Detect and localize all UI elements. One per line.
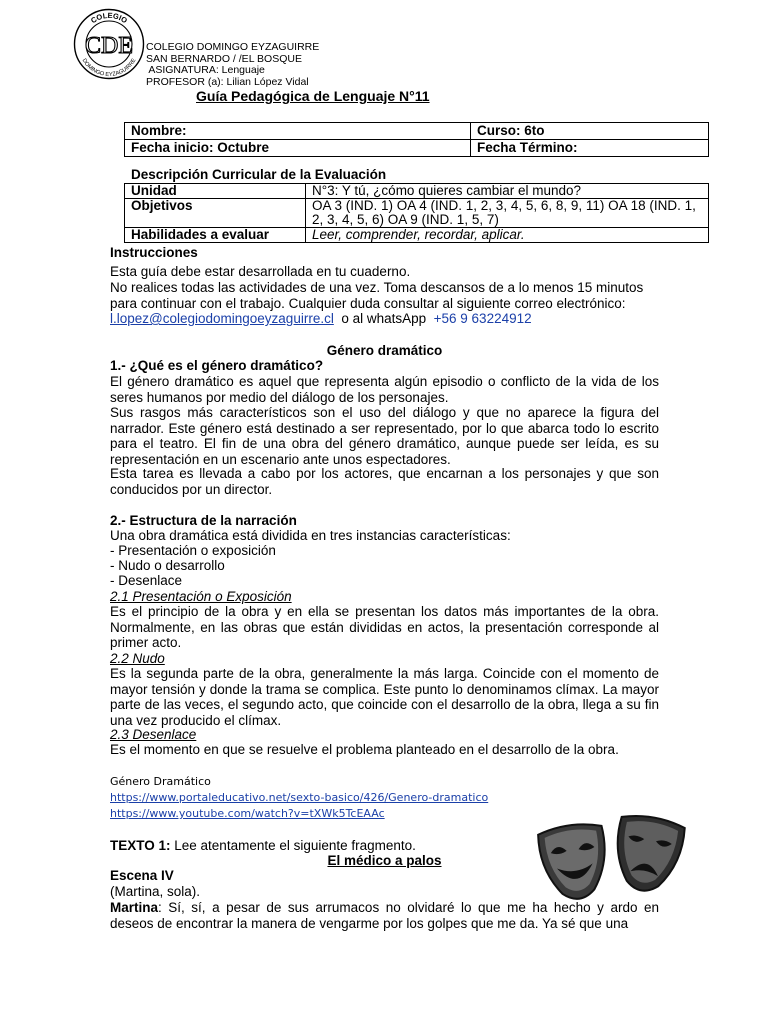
dialogue-text: : Sí, sí, a pesar de sus arrumacos no olvidaré lo que me ha hecho y ardo en deseos de encontrar la manera de vengarme por los golpes que me da. Ya sé que una	[110, 900, 659, 931]
speaker-name: Martina	[110, 900, 159, 915]
links-label: Género Dramático	[110, 775, 211, 788]
school-info	[146, 42, 319, 88]
whatsapp-label: o al whatsApp	[333, 311, 434, 326]
list-item: - Nudo o desarrollo	[110, 558, 225, 573]
subsection-2-1: 2.1 Presentación o Exposición	[110, 589, 292, 604]
curriculum-table	[124, 183, 709, 243]
skills-value: Leer, comprender, recordar, aplicar.	[306, 228, 709, 243]
subsection-2-3: 2.3 Desenlace	[110, 727, 197, 742]
school-location: SAN BERNARDO / /EL BOSQUE	[146, 52, 302, 65]
paragraph-6: Es la segunda parte de la obra, generalmente la más larga. Coincide con el momento de mayor tensión y donde la trama se complica. Este punto lo denominamos clímax. La mayor parte de las veces, el segundo acto, que coincide con el desarrollo de la obra, llega a su fin una vez producido el clímax.	[110, 666, 659, 728]
stage-direction: (Martina, sola).	[110, 884, 201, 899]
unit-label: Unidad	[125, 184, 306, 199]
question-2: 2.- Estructura de la narración	[110, 513, 297, 528]
paragraph-2: Sus rasgos más característicos son el uso del diálogo y que no aparece la figura del narrador. Este género está destinado a ser representado, por lo que abarca todo lo escrito para el teatro. El fin de una obra del género dramático, aunque puede ser leída, es su representación en un escenario ante unos espectadores.	[110, 405, 659, 467]
phone-number: +56 9 63224912	[433, 311, 532, 326]
subject: ASIGNATURA: Lenguaje	[146, 64, 265, 76]
play-title: El médico a palos	[327, 853, 442, 868]
objectives-value: OA 3 (IND. 1) OA 4 (IND. 1, 2, 3, 4, 5, 6, 8, 9, 11) OA 18 (IND. 1, 2, 3, 4, 5, 6) OA 9 (IND. 1, 5, 7)	[306, 199, 709, 228]
student-info-table	[124, 122, 709, 157]
instructions-paragraph	[110, 280, 659, 327]
texto-instruction-text: Lee atentamente el siguiente fragmento.	[170, 838, 416, 853]
scene-heading: Escena IV	[110, 868, 174, 883]
paragraph-3: Esta tarea es llevada a cabo por los actores, que encarnan a los personajes y que son conducidos por un director.	[110, 466, 659, 497]
section-title: Género dramático	[326, 343, 443, 358]
paragraph-4: Una obra dramática está dividida en tres instancias características:	[110, 528, 511, 543]
email-link[interactable]: l.lopez@colegiodomingoeyzaguirre.cl	[110, 311, 334, 326]
theater-masks-icon	[532, 810, 688, 900]
svg-text:DOMINGO EYZAGUIRRE	[81, 58, 138, 79]
page-title: Guía Pedagógica de Lenguaje N°11	[196, 88, 430, 104]
logo-letters: CDE	[85, 33, 133, 59]
start-date-cell: Fecha inicio: Octubre	[125, 140, 471, 157]
course-cell: Curso: 6to	[471, 123, 709, 140]
end-date-cell: Fecha Término:	[471, 140, 709, 157]
texto-label: TEXTO 1:	[110, 838, 171, 853]
paragraph-1: El género dramático es aquel que representa algún episodio o conflicto de la vida de los seres humanos por medio del diálogo de los personajes.	[110, 374, 659, 405]
instructions-heading: Instrucciones	[110, 245, 198, 260]
paragraph-5: Es el principio de la obra y en ella se presentan los datos más importantes de la obra. Normalmente, en las obras que están divididas en actos, la presentación corresponde al primer acto.	[110, 604, 659, 650]
paragraph-7: Es el momento en que se resuelve el problema planteado en el desarrollo de la obra.	[110, 742, 619, 757]
list-item: - Desenlace	[110, 573, 183, 588]
curriculum-title: Descripción Curricular de la Evaluación	[131, 167, 387, 182]
unit-value: N°3: Y tú, ¿cómo quieres cambiar el mundo?	[306, 184, 709, 199]
portal-link[interactable]: https://www.portaleducativo.net/sexto-basico/426/Genero-dramatico	[110, 791, 489, 804]
instructions-text: No realices todas las actividades de una vez. Toma descansos de a lo menos 15 minutos para continuar con el trabajo. Cualquier duda consultar al siguiente correo electrónico:	[110, 280, 644, 311]
objectives-label: Objetivos	[125, 199, 306, 228]
logo-text-top: COLEGIO	[89, 10, 129, 26]
skills-label: Habilidades a evaluar	[125, 228, 306, 243]
name-cell: Nombre:	[125, 123, 471, 140]
logo-text-bottom: DOMINGO EYZAGUIRRE	[80, 57, 138, 79]
school-name: COLEGIO DOMINGO EYZAGUIRRE	[146, 41, 320, 53]
teacher: PROFESOR (a): Lilian López Vidal	[146, 75, 309, 88]
instructions-line: Esta guía debe estar desarrollada en tu cuaderno.	[110, 264, 411, 279]
list-item: - Presentación o exposición	[110, 543, 276, 558]
question-1: 1.- ¿Qué es el género dramático?	[110, 358, 324, 373]
dialogue-line	[110, 900, 659, 931]
subsection-2-2: 2.2 Nudo	[110, 651, 165, 666]
youtube-link[interactable]: https://www.youtube.com/watch?v=tXWk5TcEAAc	[110, 807, 385, 820]
school-logo	[73, 8, 145, 80]
